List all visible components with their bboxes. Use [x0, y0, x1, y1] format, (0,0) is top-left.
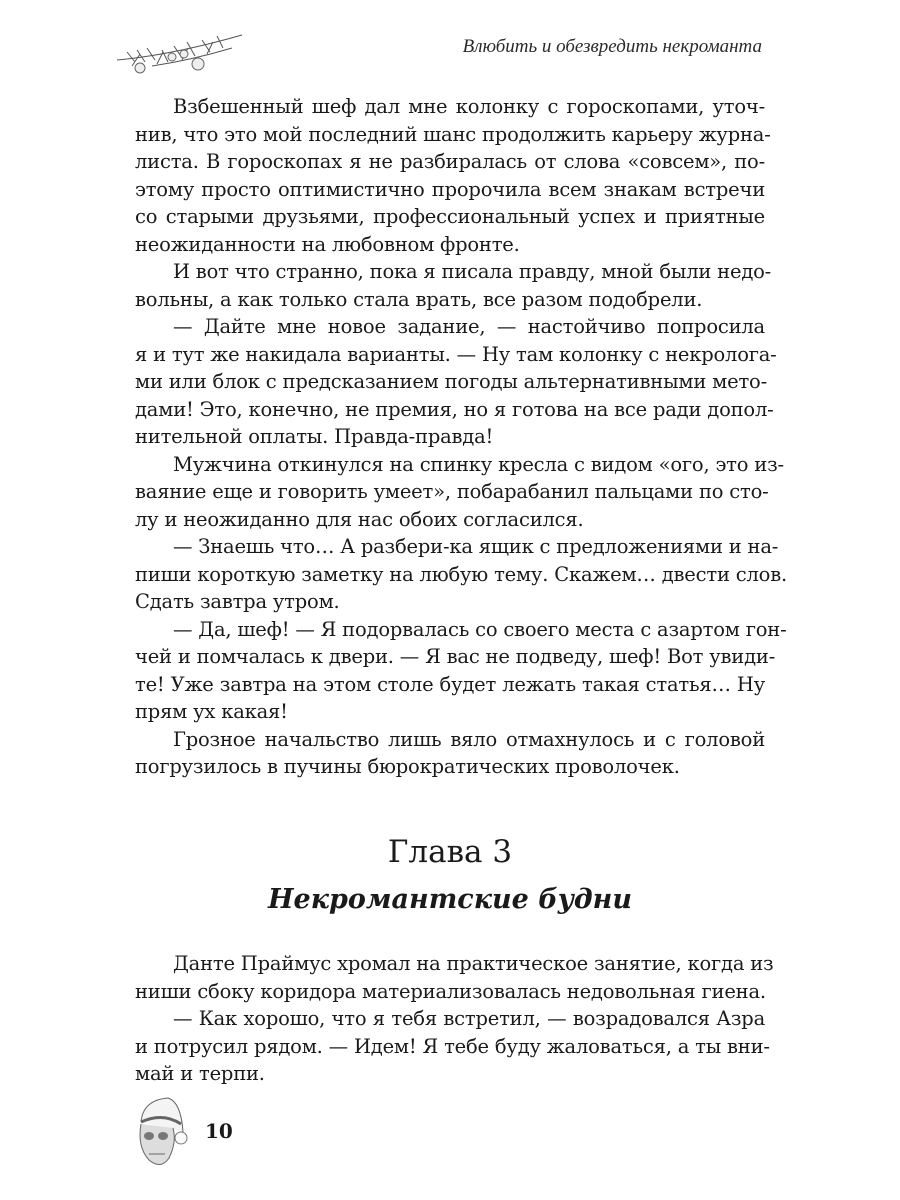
text-line: неожиданности на любовном фронте. — [135, 232, 520, 256]
text-line: — Знаешь что… А разбери-ка ящик с предложениями и на- — [173, 535, 779, 558]
text-line: И вот что странно, пока я писала правду, мной были недо- — [173, 260, 772, 283]
text-line: нительной оплаты. Правда-правда! — [135, 425, 494, 448]
text-line: прям ух какая! — [135, 700, 288, 723]
fir-branch-ornament-icon — [112, 30, 247, 80]
text-line: со старыми друзьями, профессиональный успех и приятные — [135, 205, 765, 228]
text-line: я и тут же накидала варианты. — Ну там колонку с некролога- — [135, 342, 777, 366]
chapter-title: Некромантские будни — [268, 884, 632, 915]
text-line: лу и неожиданно для нас обоих согласился. — [135, 507, 584, 531]
text-line: и потрусил рядом. — Идем! Я тебе буду жаловаться, а ты вни- — [135, 1034, 770, 1058]
text-line: — Да, шеф! — Я подорвалась со своего места с азартом гон- — [173, 617, 787, 641]
text-line: дами! Это, конечно, не премия, но я готова на все ради допол- — [135, 397, 774, 421]
text-line: те! Уже завтра на этом столе будет лежать такая статья… Ну — [135, 672, 765, 696]
text-line: вольны, а как только стала врать, все разом подобрели. — [135, 287, 703, 311]
text-line: Данте Праймус хромал на практическое занятие, когда из — [173, 952, 774, 975]
text-line: Мужчина откинулся на спинку кресла с видом «ого, это из- — [173, 452, 784, 476]
text-line: ваяние еще и говорить умеет», побарабанил пальцами по сто- — [135, 480, 769, 503]
text-line: ниши сбоку коридора материализовалась недовольная гиена. — [135, 979, 766, 1003]
text-line: — Как хорошо, что я тебя встретил, — возрадовался Азра — [173, 1007, 765, 1030]
page-number: 10 — [205, 1119, 233, 1143]
chapter-number: Глава 3 — [387, 834, 513, 870]
body-text-bottom — [135, 950, 774, 1088]
text-line: этому просто оптимистично пророчила всем знакам встречи — [135, 177, 765, 201]
text-line: Взбешенный шеф дал мне колонку с гороскопами, уточ- — [173, 95, 765, 118]
text-line: Сдать завтра утром. — [135, 590, 340, 613]
running-title: Влюбить и обезвредить некроманта — [462, 36, 762, 57]
text-line: нив, что это мой последний шанс продолжить карьеру журна- — [135, 122, 771, 146]
text-line: чей и помчалась к двери. — Я вас не подведу, шеф! Вот увиди- — [135, 645, 776, 668]
text-line: Грозное начальство лишь вяло отмахнулось и с головой — [173, 727, 765, 751]
text-line: листа. В гороскопах я не разбиралась от слова «совсем», по- — [135, 150, 765, 173]
skull-santa-hat-icon — [133, 1092, 193, 1172]
text-line: ми или блок с предсказанием погоды альтернативными мето- — [135, 370, 767, 393]
text-line: — Дайте мне новое задание, — настойчиво попросила — [173, 315, 765, 338]
text-line: пиши короткую заметку на любую тему. Скажем… двести слов. — [135, 562, 787, 586]
body-text-top — [135, 93, 787, 781]
text-line: май и терпи. — [135, 1062, 265, 1085]
text-line: погрузилось в пучины бюрократических проволочек. — [135, 755, 680, 778]
